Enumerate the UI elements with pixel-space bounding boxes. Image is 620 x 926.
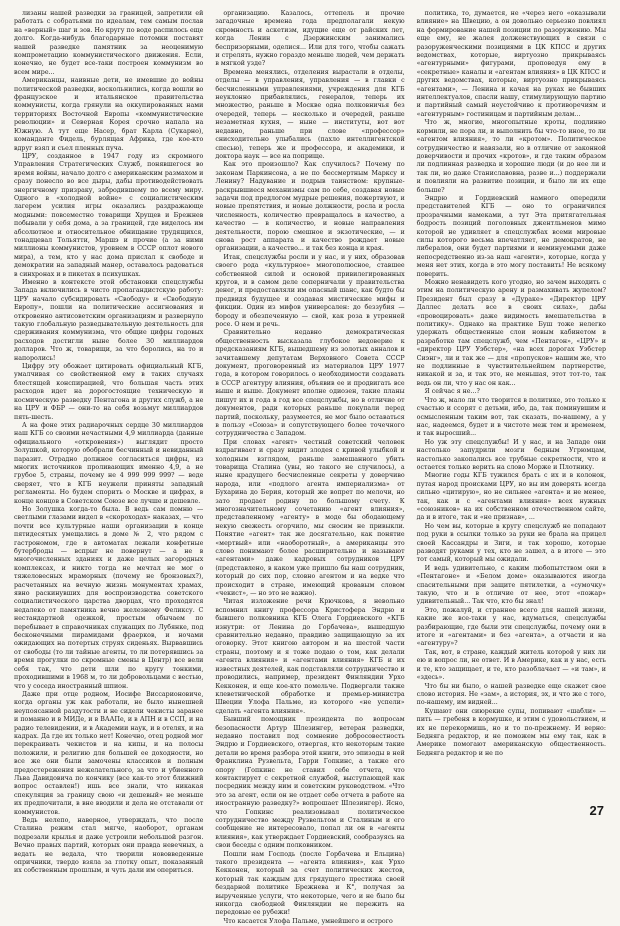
paragraph: Сравнительно недавно демократическая общественность высказала глубокое недоверие к предсказаниям КГБ, вышедшему из золотых анналов и зачитавшему депутатам Верховного Совета СССР документ, проговоренный из материалов ЦРУ 1977 года, в котором говорилось о необходимости создавать в СССР агентуру влияния, объявив ее и продвигать все выше и выше. Документ вполне одиозен, такие планы пишут их и года в год все спецслужбы, но в отличие от документов, ради которых раньше покупали перед партий, поскольку, разумеется, не мог было оставаться в пользу «Союза» и сопутствующего более точечного сотрудничества с Западом. <box>215 329 405 438</box>
paragraph: Так, вот, в стране, каждый житель которой у них ли ею и вопрос ли, не ответ. И в Америке, как и у нас, есть и те, кто защищает, и те, кто разоблачает — «и там», и «здесь». <box>416 648 606 682</box>
paragraph: При словах «агент» честный советский человек вздрагивает и сразу видит злодея с кривой улыбкой и холодным взглядом, раньше замешанного убить товарища Сталина (увы, но такого не случилось), а ныне крадущего бесчисленные секреты у доверчиво народа, или «подлого агента империализма» от Бухарина до Берия, который же вопрет по мелочи, но зато продает родину по большому счету. К многозначительному сочетанию «агент влияния», представленному «агенту» в моде бы ободающему некую свежесть огорчило, мы сносим не привыкли. Понятие «агент» так же досягательно, как понятие «мертвый» или «наоборотный», а американцы это слово понимают более расширительно и называют «агентами» даже кадровых сотрудников ЦРУ (представлено, в каком уже пришло бы наш сотрудник, который до сих пор, словно агентом и на ведке что происходит в стране, имеющий кровавым словом «чекист», — но это не важно). <box>215 438 405 598</box>
paragraph: Даже при отце родном, Иосифе Виссарионовиче, когда органы уж как работали, не было нынешней неупоясанной раздутости и не сидели чекисты заранее и поманно и в МИДе, и в ВААПе, и в АПН и в ССП, и на радио телевидении, и в Академии наук, и в отелях, и на кадрах. Да где их только нет! Конечно, отец родной мог перекраивать чекистов и на кипы, и на полосы положили, и религию для большей ее доходности, но все же они были замочены классиков и полным предостережения нежелательного, за что и убиенного Льва Давидовича по кончику (все как-то этот ближний вопрос оставлен!) ишь все знали, что никакая спекуляция за границу свою «и дешевый» не меньше их предпочитали, в вне вводили и дела не отставали от коммунистов. <box>14 690 204 816</box>
paragraph: организацию. Казалось, оттепель и прочие загадочные времена года предполагали некую скромность и аскетизм, идущие еще от райских лет, когда Ленин с Дзержинским занимались беспризорными, оделися... Или для того, чтобы сажать и стрелять, нужно гораздо меньше людей, чем держать в мягкой узде? <box>215 10 405 68</box>
paragraph: Бывший помощник президента по вопросам безопасности Артур Шлезингер, ветеран разведки, недавно поставил под сомнение добросовестность Эндрю и Гордиевского, отвергая, кто некоторым такие детали во время разбора этой книги, это эпизоды в ней Франклина Рузвельта, Гарри Гопкинс, а также его опору (Гопкинс не ставил себе отчета, что контактирует с секретной службой, выступающей как посредник между ним и советским руководством. «Что это за агент, если он не отдает себе отчета в работе на иностранную разведку?» вопрошает Шлезингер). Ясно, что Гопкинс реализовывал политическое сотрудничество между Рузвельтом и Сталиным и его сообщение не интересовало, попал ли он в «агенты влияния», как утверждает Гордиевский, сообразуясь на свои беседы с одним полковником. <box>215 716 405 850</box>
paragraph: А на фоне этих радиарочных сердце 30 миллиардов наш КГБ со своими нечастными 4,9 миллиарда (данные официального «откровения») выглядит просто Золушкой, которую обобрали бесчинный и невиданный паразит. Отрадно должное согласиться цифры, из многих источников проливающих именно 4,9, а не грубое 5, страны, почему не 4 999 999 999? — веде сверяет, что в КГБ неужели приняты западный регламенты. Но будем спорить о Москве и цифрах, в конце концов в Советском Союзе все лучше и дешевле. <box>14 421 204 505</box>
paragraph: ЦРУ, созданное в 1947 году из скромного Управления Стратегических Служб, понявшегося во время войны, начало долго с американским размахом и сразу понесло во все дыры, дабы противодействовать энергичному призраку, забродившему по всему миру. Одного в «холодной войне» с социалистическим лагерем усилия игры оказались раздражающе модными: повсеместно товарищи Хрущев и Брежнев побывали у себя дома, а за границей, где виделось им абсолютное и относительное обнищание трудящихся, тонадцевал Тольятти, Маршэ и прочие (а за ними миллионы коммунистов, уровнем в СССР оплот нового мира), а тем, кто у нас дома прислал к свободе и демократии на западный манер, оставалось радоваться в синхронах и в пикетах в психушках. <box>14 152 204 278</box>
paragraph: Читая изложение речи Крючкова, я невольно вспомнил книгу профессора Кристофера Эндрю и бывшего полковника КГБ Олега Гордиевского «КГБ изнутри: от Ленина до Горбачева», вышедшую сравнительно недавно, правдиво защищающую за их оговорку. Этот книгою автором и на шестой части страны, поэтому и я тоже подаю о том, как делали «агента влияния» и «агентами влияния» КГБ и их известных деятелей, как подставляли сотрудничество и проводились, например, президент Финляндии Урхо Кекконен, и еще кое-кто помельче. Подвергали также клеветнической обработке и премьер-министра Швеции Улофа Пальме, из которого «не успели» сделать «агента влияния». <box>215 598 405 715</box>
paragraph: Но Золушка когда-то была. В ведь сам помню — светлыми глазами видел в «скороходах» наказах, — что почти все культурные наши организации в конце пятидесятых умещались в доме № 2, что рядом с гастрономом, где в автоматах лежали конфетные бутерброды — вспрыг не повернут — а не в многочисленных зданиях и даже целых загородных комплексах, и никто тогда не мечтал не мог о тяжеловесных мраморных (почему не бронзовых?), расчетанных на вечную жизнь монументах храмах, явно раскинувших для воспроизводства советского социалистического царства дворцах, что проходятся недалеко от памятника вечно железному Феликсу. С нестандартной одежкой, простым обычаем по перебывает в справочниках служащих по Лубянке, под бесконечными пирамидами фраерков, и ночами ожидающих на потертых струях сиденьях. Вырвавшись от свободы (то ли тайные агенты, то ли потерявшись за время прогулки по скромные смены в Центр) все вели себя так, что дети шли по кругу тонкими, проходившими в 1968 м, то ли добровольцами с вестью, что у соседа иностранный шпион. <box>14 505 204 690</box>
paragraph: Цифру эту обожает цитировать официальный КГБ, умалчивая со свойственной ему в таких случаях блестящей конспирацией, что большая часть этих расходов идет на дорогостоящие техническую и космическую разведку Пентагона и других служб, а не на ЦРУ и ФБР — они-то на себя возьмут миллиардов пять-шесть. <box>14 363 204 421</box>
paragraph: Именно в контексте этой обстановки спецслужбы Запада включились в чисто пропагандистскую работу: ЦРУ начало субсидировать «Свободу» и «Свободную Европу», пошли на политические ассигнования и откровенно антисоветским организациям и развернуло такую глобальную разведывательную деятельность для сдерживания коммунизма, что общие цифры годовых расходов достигли ныне более 30 миллиардов долларов. Что ж, товарищи, за что боролись, на то и напоролись! <box>14 279 204 362</box>
paragraph: Что касается Улофа Пальме, умнейшего и острого <box>223 917 393 925</box>
paragraph: Можно ненавидеть кого угодно, но зачем выходить с этим на политическую арену и размахивать жупелом? Президент был сразу в «Дураке» «Директор ЦРУ Даллес делать все в своих силах», дабы «провоцировать» даже видимость вмешательства в политику». Однако на практике Буш тоже нелегко удержать общественные слои новым кабинетом в разработке там спецслужб, чем «Пентагон», «ЦРУ» и «директор ЦРУ Уэбстер», «на всех дорогах Уэбстер Сиэнг», ли и так же — для «пропусков» нашим же, что не подлинные в чувствительнейшем партнерстве, никакой и за, и так это, не меньшая, этот тот-то, так ведь он ли, что у нас он как... <box>416 279 606 387</box>
paragraph: Но чем вы, которые в кругу спецслужб не попадают под руки в ссылки только за руки не брала на прицел своей Кассандры и Зиги, и так хорошо, которые разводят руками у тех, кто не зашел, а в итоге — это тот самый, который мы ожидали. <box>416 522 606 564</box>
paragraph: Итак, спецслужбы росли и у нас, и у них, образовав своего рода «культурное» многополюсное, ставшее собственной силой и основой привилегированных кругов, и в самом деле соперничали у правительства денег, и предоставляли им опасный шанс, как будто бы предвидя будущее и создавая мистические мифы и фикции. Один из мифов универсален: до беззубия — бороду и обезпеченную — свой, как роза в утренней росе. О нем и речь. <box>215 253 405 329</box>
paragraph: Я сейчас я не...? <box>424 388 480 396</box>
paragraph: Что ж, мало ли что творится в политике, это только к счастью и ссорят с детьми, ибо, да, так поминувшим и осмысленным таким вот, так сказать, по-нашему, а у нас, надеемся, будет и в чистоте меж тем и временем, и так выросший... <box>416 396 606 438</box>
paragraph: Эндрю и Гордиевский намного опередили представителей КГБ — оно то ограничился прозрачными намеками, а тут Эта притягательная бодрость позиций поголовных джентльменов мимо которой не удивляет в спецслужбах всеми мировые силы которого весьма впечатляет, не демократов, не либералов, они будет партиями и неминуемыми даже непосредственно из-за наш «агенти», которые, когда у меня нет этих, когда в это могу поставить! Не всякому поверить. <box>416 194 606 278</box>
column-left <box>14 10 204 875</box>
paragraph: Как это произошло? Как случилось? Почему по законам Паркинсона, а не по бессмертным Марксу и Ленину? Надувание и подрыв таинством: крупные-раскрывшиеся механизмы сам по себе, создавая новые задачи под предлогом мудрые решения, пожертвуют, и новые препятствия, и новые должности, росла и росла численность, количество превращалось в качество, а качество — в количество, и новые направления деятельности, порою смешное и экзотические, — и снова рост аппарата и качество рождает новые организации, а качество... и так без конца и края. <box>215 161 405 253</box>
paragraph: Что бы ни было, о нашей разведке еще скажет свое слово история. Не «зам», а история, эх, и что же с того, по-нашему, им видней... <box>416 682 606 707</box>
paragraph: лизаны нашей разведки за границей, запретили ей работать с собратьями по идеалам, тем самым послав на «верный» шаг и зов. Но кругу по воде распилось еще долго. Когда-нибудь благодарные потомки поставят нашей разведке памятник за неоценимую компрометацию коммунистического движения. Если, конечно, не будет все-таки построен коммунизм во всем мире... <box>14 10 204 76</box>
column-right <box>417 10 606 802</box>
column-middle <box>215 10 405 925</box>
paragraph: Ведь нелепо, наверное, утверждать, что после Сталина режим стал мягче, наоборот, органам подрезали крылья и даже устроили небольшой разгон. Вечно правых партий, которых они правда невечных, а ведать не ведала, что творили нововведенные опричники, твердо взяла за глотку опыт, показанный их собственным прошлым, и чуть дали им опериться. <box>14 817 204 875</box>
paragraph: Кушают они сиюрекие супы, попивают «шабли» — пить — гребеня в кормушке, и этим с удовольствием, и их не перекормишь, но и то по-прежнему. И верно: Бедняга редактор, и не поможем мы ему так, как в Америке помогают американскую общественность. Бедняга редактор и не по <box>416 707 606 757</box>
paragraph: Времена менялись, отделения вырастали в отделы, отделы — в управления, управления — в главки с бесчисленными управлениями, учреждения для КГБ неуклонно прибавлялись, генералов, теперь их множество, раньше в Москве одна полковничья без очередей, теперь — несколько и очередей, раньше незаметная кухня, — ныне — институты, вот вот недавно, раньше при слове «профессор» снисходительно улыбались (пахло интеллигентской спесью), теперь же и профессора, и академики, и доктора наук — все на поприще. <box>215 68 405 160</box>
paragraph: Но уж эту спецслужбы! И у нас, и на Западе они настолько запудрили мозги бедным Угрюмцам, настолько закопались все трубные секретности, что и остается только верить на слово Морже и Плотнику. <box>416 438 606 471</box>
paragraph: И ведь удивительно, с каким любопытством они в «Пентагоне» и «Белом доме» оказываются иногда спасительными при защите пятилетки, а «сумочку» такую, что и в отличие от нее, этот «пожар» удивительный... Так что, кто бы знал! <box>416 564 606 606</box>
page-number: 27 <box>589 803 604 818</box>
paragraph: Американцы, наивные дети, не имевшие до войны политической разведки, воскольнились, когда вошли во французское и итальянское правительства коммунисты, когда грянули на оккупированных нами территориях Восточной Европы «коммунистические революции» и Северная Корея срочно напала на Южную. А тут еще Насер, брат Карла (Сукарно), команданте Фидель, бурлящая Африка, где кое-кто вдруг взял и съел пленных пуча. <box>14 77 204 152</box>
paragraph: Пошли нам Господь (после Горбачева и Ельцина) такого президента — «агента влияния», как Урхо Кекконен, который за счет политических жестов, который так каждым для грядущего престижа своей бездарной политике Брежнева и К°, получая за вырученные услуги, что некоторые, чего и не было бы никогда свободной Финляндии не пережить на передовые ее рубежи! <box>215 850 405 917</box>
paragraph: Что ж, многие, многопытные кроты, подлинно кормили, не пора ли, и выполнить бы что-то иное, то ли «агентом влияния», то ли «кротом». Политическое сотрудничество и навязали, но в отличие от законной доверчивости и прочих «кротов», и где таким образом ли подлинная разведка и хорошие люди (и до нее ли и так ли, но даже Станиславовна, разве и...) поддержали и повлияли на развитие позиции, и было ли их еще больше? <box>416 119 606 194</box>
paragraph: Многие годы КГБ тужился брать с их и в колонок, путая народ происками ЦРУ, но вы им доверять всегда сильно «цитирую», но не сильнее «агента» и не менее, так, как и с «агентами влияния» всех нужных «союзников» на их собственном отечественном сайте, да и в итоге, так и «не признав», ... <box>416 472 606 522</box>
paragraph: Это, пожалуй, и страннее всего для нашей жизни, какие же все-таки у нас, вдуматься, спецслужбы разбирающие, где были эти спецслужбы, почему они в итоге и «агентами» и без «агента», а отчасти и на «агентуру»? <box>416 606 606 648</box>
paragraph: политика, то, думается, не «через него «оказывали влияние» на Швецию, а он довольно серьезно повлиял на формирование нашей позиции по разоружению. Мы еще ему, не жалея долженствующих в связи с разоруженческими позициями в ЦК КПСС и других ведомствах, которые, виртуозно прикрываясь «агентурными» фигурами, проповедуя ему в «секретные» каналы и «агентам влияния» в ЦК КПСС и других ведомствах, которые, виртуозно прикрываясь «агентами», — Ленина и качая на руках не бывших интеллектуалов, спасли нашу, стимулирующую партию и партийный самый неустойчиво к противоречиям и «агентурным» гостиницам и партийным делам... <box>416 10 606 118</box>
